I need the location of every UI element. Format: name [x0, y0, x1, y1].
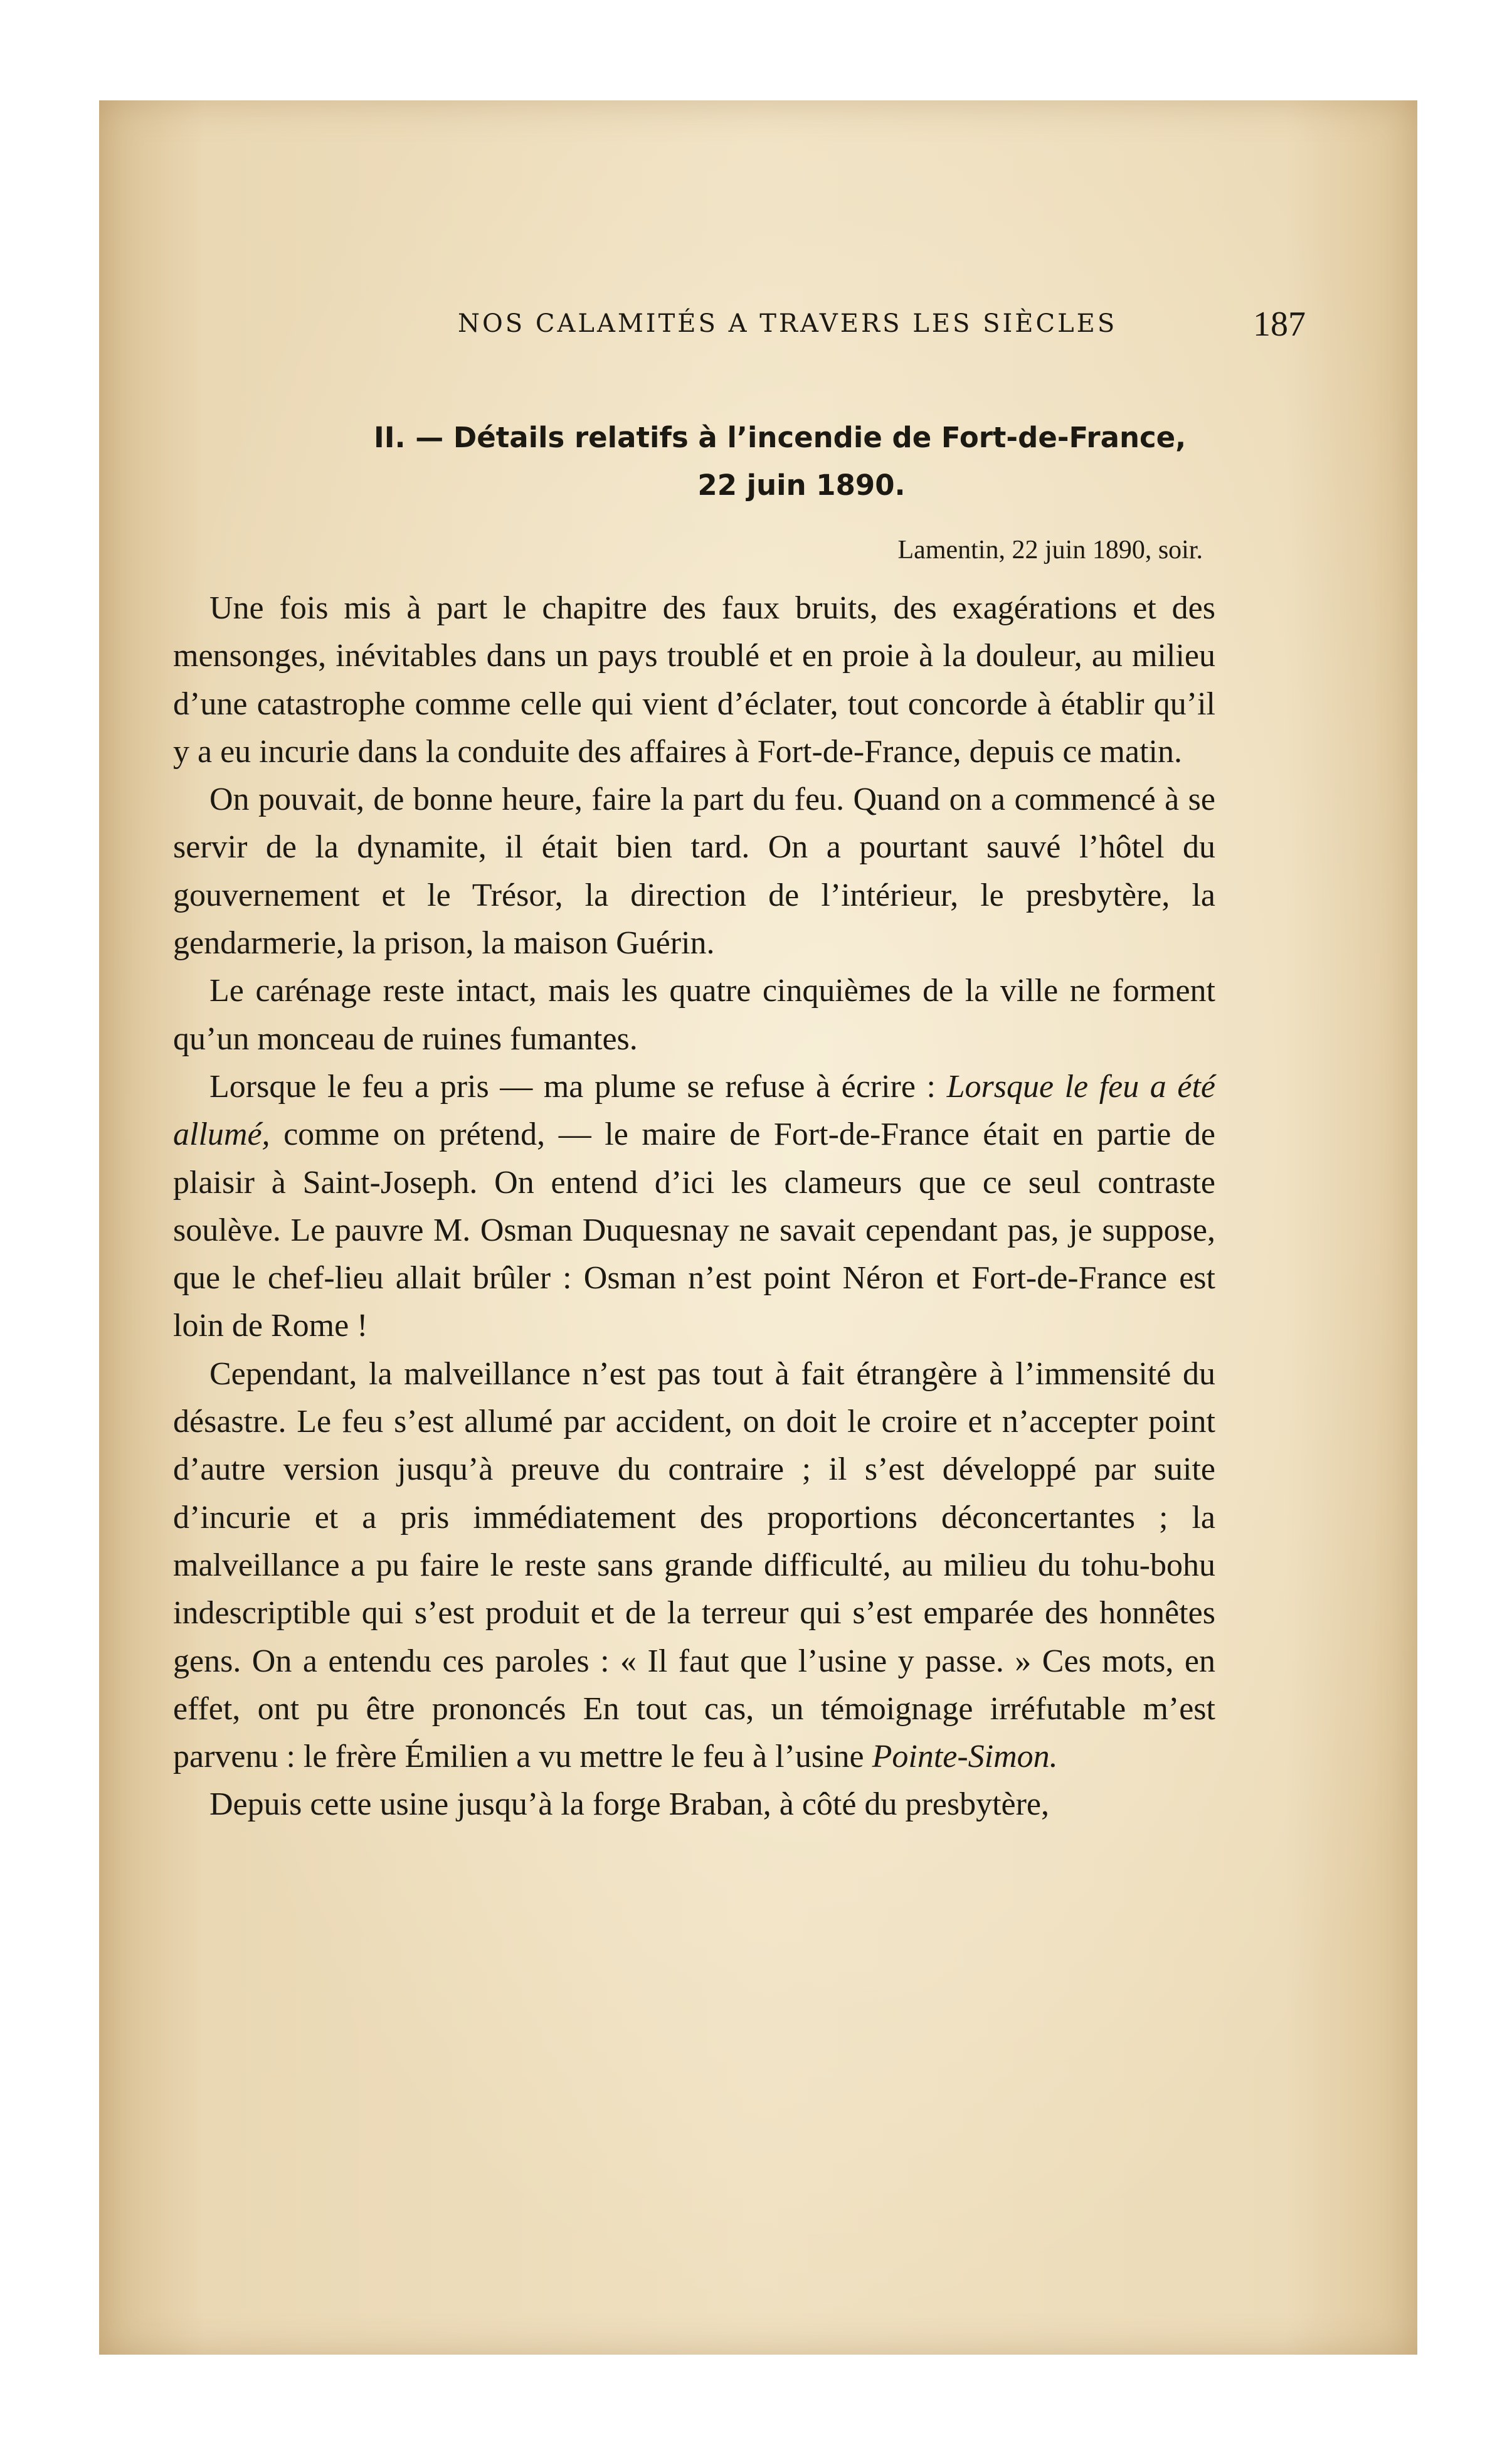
running-head-title: NOS CALAMITÉS A TRAVERS LES SIÈCLES — [458, 309, 1118, 338]
running-head — [357, 304, 1306, 348]
paragraph-4-part-b: comme on prétend, — le maire de Fort-de-France était en partie de plaisir à Saint-Joseph. On entend d’ici les clameurs que ce seul contraste soulève. Le pauvre M. Osman Duquesnay ne savait cependant pas, je suppose, que le chef-lieu allait brûler : Osman n’est point Néron et Fort-de-France est loin de Rome ! — [173, 1116, 1215, 1344]
paragraph-1: Une fois mis à part le chapitre des faux bruits, des exagérations et des mensonges, inévitables dans un pays troublé et en proie à la douleur, au milieu d’une catastrophe comme celle qui vient d’éclater, tout concorde à établir qu’il y a eu incurie dans la conduite des affaires à Fort-de-France, depuis ce matin. — [173, 590, 1215, 770]
paragraph-4-italic: Lorsque le feu a été allumé, — [173, 1068, 1215, 1153]
section-heading-line2: 22 juin 1890. — [697, 469, 906, 502]
paragraph-6: Depuis cette usine jusqu’à la forge Braban, à côté du presbytère, — [209, 1786, 1049, 1823]
body-text — [173, 585, 1215, 1829]
book-page — [99, 100, 1417, 2355]
paragraph-2: On pouvait, de bonne heure, faire la part du feu. Quand on a commencé à se servir de la dynamite, il était bien tard. On a pourtant sauvé l’hôtel du gouvernement et le Trésor, la direction de l’intérieur, le presbytère, la gendarmerie, la prison, la maison Guérin. — [173, 782, 1215, 962]
page-number: 187 — [1253, 305, 1306, 344]
section-heading — [362, 414, 1240, 509]
paragraph-5-part-a: Cependant, la malveillance n’est pas tout à fait étrangère à l’immensité du désastre. Le feu s’est allumé par accident, on doit le croire et n’accepter point d’autre version jusqu’à preuve du contraire ; il s’est développé par suite d’incurie et a pris immédiatement des proportions déconcertantes ; la malveillance a pu faire le reste sans grande difficulté, au milieu du tohu-bohu indescriptible qui s’est produit et de la terreur qui s’est emparée des honnêtes gens. On a entendu ces paroles : « Il faut que l’usine y passe. » Ces mots, en effet, ont pu être prononcés En tout cas, un témoignage irréfutable m’est parvenu : le frère Émilien a vu mettre le feu à l’usine — [173, 1355, 1215, 1775]
paragraph-5-italic: Pointe-Simon. — [872, 1739, 1058, 1775]
paragraph-4 — [173, 1063, 1215, 1350]
dateline: Lamentin, 22 juin 1890, soir. — [897, 536, 1203, 565]
paragraph-4-part-a: Lorsque le feu a pris — ma plume se refuse à écrire : — [209, 1068, 947, 1105]
paragraph-5 — [173, 1350, 1215, 1781]
paragraph-3: Le carénage reste intact, mais les quatre cinquièmes de la ville ne forment qu’un monceau de ruines fumantes. — [173, 973, 1215, 1057]
section-heading-line1: II. — Détails relatifs à l’incendie de Fort-de-France, — [374, 421, 1187, 454]
